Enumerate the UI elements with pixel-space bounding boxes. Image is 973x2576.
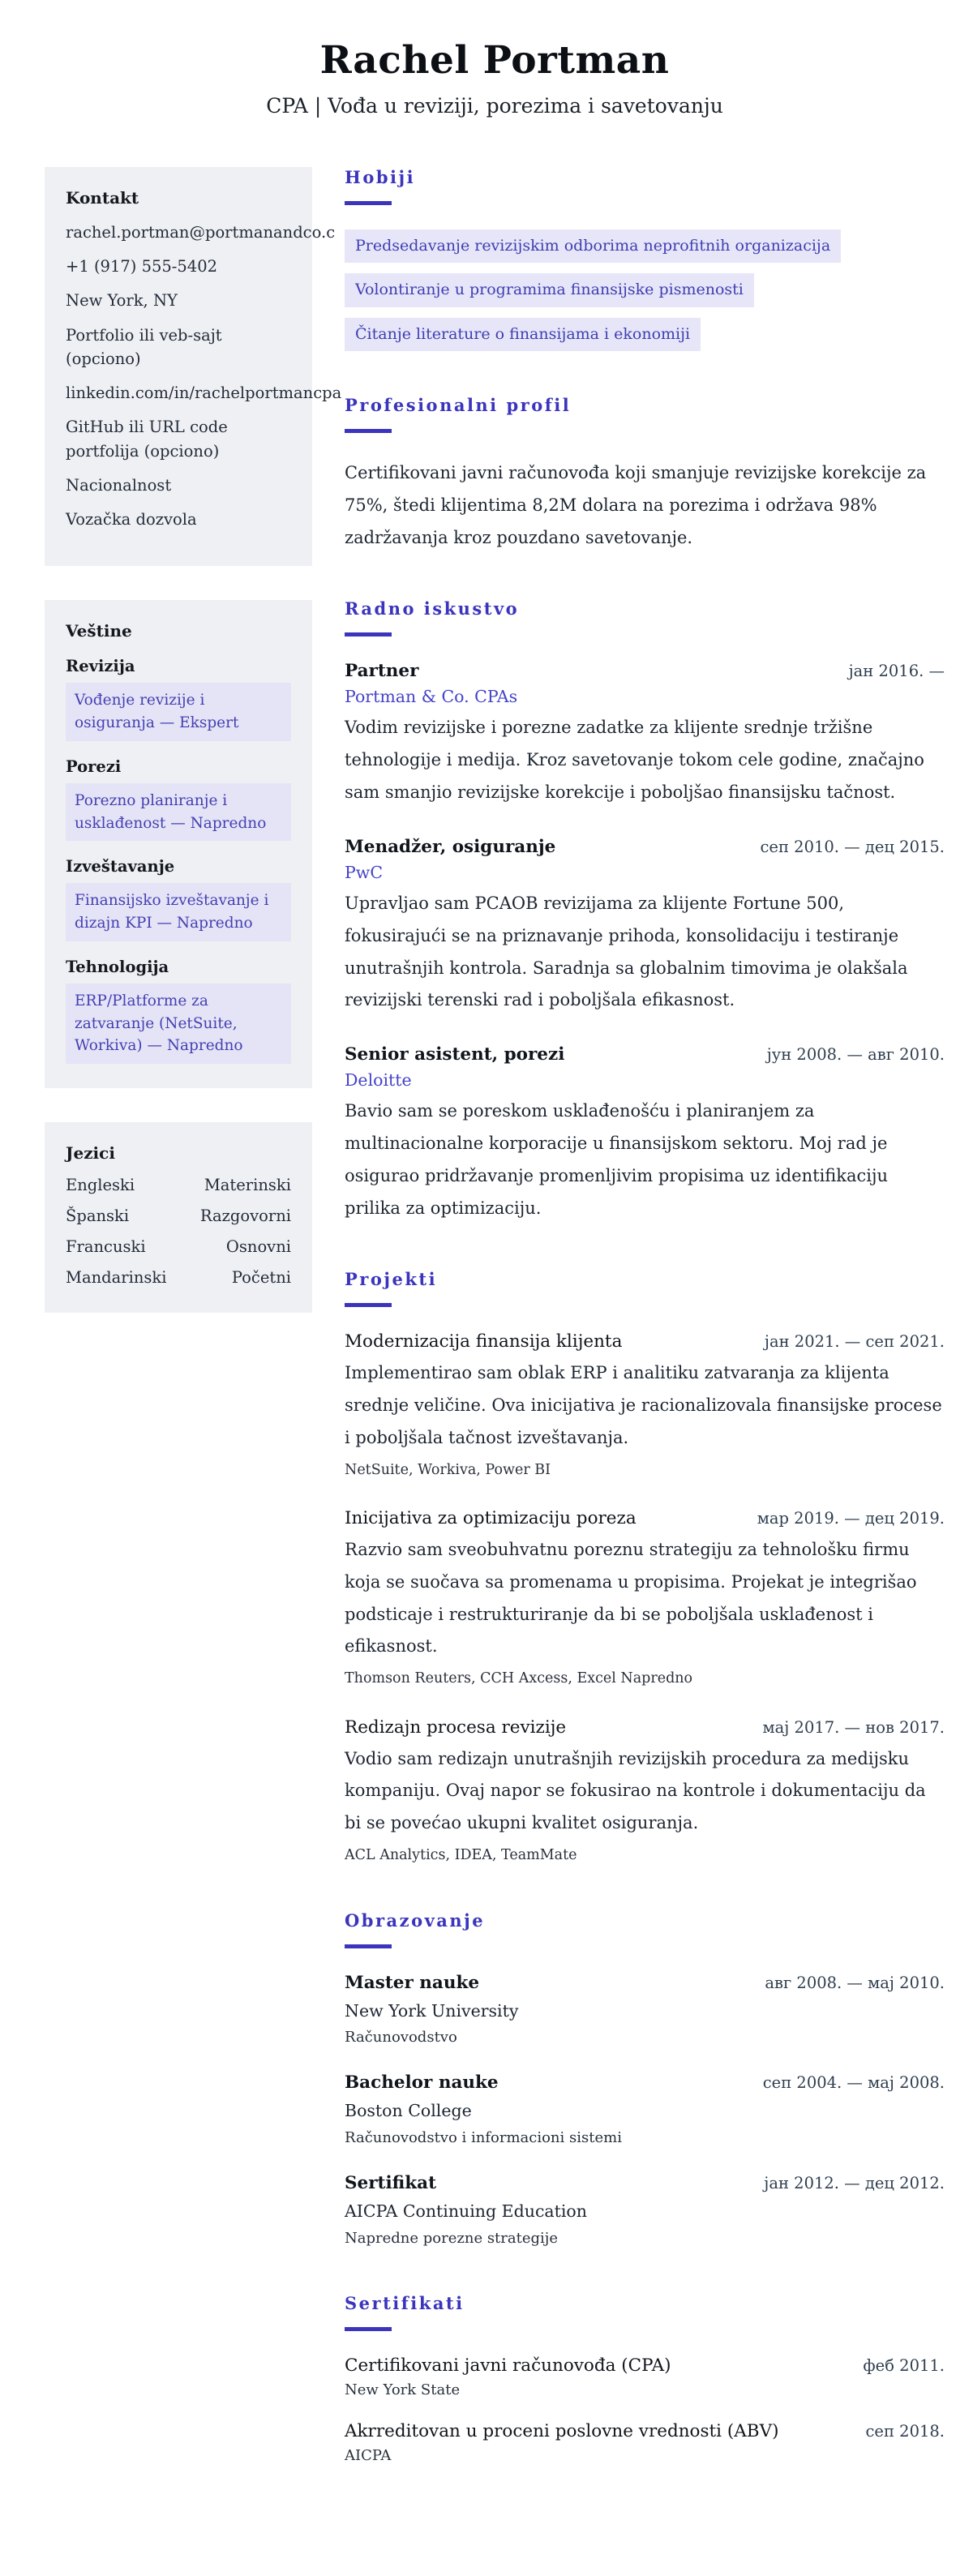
section-certifications <box>345 2293 945 2467</box>
languages-box <box>45 1122 312 1313</box>
language-row <box>66 1207 291 1225</box>
certification-header <box>345 2355 945 2376</box>
section-underline <box>345 429 392 433</box>
skills-box <box>45 600 312 1088</box>
language-row <box>66 1176 291 1194</box>
project-dates: мај 2017. — нов 2017. <box>762 1717 945 1737</box>
skill-category: Porezi <box>66 757 122 776</box>
education-entry <box>345 1973 945 2049</box>
education-school: AICPA Continuing Education <box>345 2201 587 2222</box>
experience-heading: Radno iskustvo <box>345 598 520 619</box>
certification-entry <box>345 2421 945 2467</box>
skill-category: Tehnologija <box>66 957 169 976</box>
project-name: Redizajn procesa revizije <box>345 1717 567 1738</box>
job-description: Upravljao sam PCAOB revizijama za klijente Fortune 500, fokusirajući se na priznavanje prihoda, konsolidaciju i testiranje unutrašnjih kontrola. Saradnja sa globalnim timovima je olakšala revizijski terenski rad i poboljšala efikasnost. <box>345 893 908 1010</box>
section-hobbies <box>345 167 945 352</box>
section-underline <box>345 2327 392 2331</box>
language-level: Razgovorni <box>199 1207 291 1225</box>
resume-header <box>45 37 945 120</box>
contact-nationality: Nacionalnost <box>66 475 172 495</box>
skills-title: Veštine <box>66 621 132 641</box>
education-school: Boston College <box>345 2101 472 2121</box>
job-header <box>345 837 945 857</box>
hobby-badge: Volontiranje u programima finansijske pismenosti <box>345 273 754 307</box>
education-field: Računovodstvo <box>345 2029 457 2047</box>
job-description: Vodim revizijske i porezne zadatke za klijente srednje tržišne tehnologije i medija. Kroz savetovanje tokom cele godine, značajno sam smanjio revizijske korekcije i poboljšao finansijsku tačnost. <box>345 718 924 802</box>
contact-linkedin: linkedin.com/in/rachelportmancpa <box>66 384 342 402</box>
education-entry <box>345 2072 945 2149</box>
certification-date: феб 2011. <box>863 2355 945 2375</box>
certification-date: сеп 2018. <box>865 2421 945 2441</box>
job-entry <box>345 1044 945 1225</box>
project-header <box>345 1331 945 1352</box>
education-header <box>345 2072 945 2093</box>
education-degree: Bachelor nauke <box>345 2072 499 2094</box>
education-dates: јан 2012. — дец 2012. <box>764 2174 945 2193</box>
project-name: Modernizacija finansija klijenta <box>345 1331 623 1352</box>
project-entry <box>345 1331 945 1481</box>
language-name: Francuski <box>66 1237 146 1256</box>
job-company-link[interactable]: PwC <box>345 862 384 882</box>
section-underline <box>345 1944 392 1948</box>
language-level: Početni <box>231 1268 291 1287</box>
section-education <box>345 1910 945 2249</box>
skill-badge: Vođenje revizije i osiguranja — Ekspert <box>66 683 291 741</box>
content-columns <box>45 167 945 2510</box>
language-name: Mandarinski <box>66 1268 167 1287</box>
project-header <box>345 1508 945 1528</box>
job-role: Senior asistent, porezi <box>345 1044 565 1065</box>
job-company-link[interactable]: Portman & Co. CPAs <box>345 687 518 707</box>
job-entry <box>345 661 945 809</box>
project-tools: Thomson Reuters, CCH Axcess, Excel Napredno <box>345 1670 693 1687</box>
skill-badge: Porezno planiranje i usklađenost — Napredno <box>66 783 291 842</box>
job-header <box>345 661 945 681</box>
education-heading: Obrazovanje <box>345 1909 486 1931</box>
job-role: Menadžer, osiguranje <box>345 836 556 857</box>
section-projects <box>345 1269 945 1867</box>
project-name: Inicijativa za optimizaciju poreza <box>345 1507 637 1528</box>
project-dates: јан 2021. — сеп 2021. <box>764 1331 945 1351</box>
job-role: Partner <box>345 661 419 682</box>
certification-name: Certifikovani javni računovođa (CPA) <box>345 2355 671 2376</box>
project-description: Vodio sam redizajn unutrašnjih revizijskih procedura za medijsku kompaniju. Ovaj napor se fokusirao na kontrole i dokumentaciju da bi se povećao ukupni kvalitet osiguranja. <box>345 1748 926 1833</box>
project-description: Razvio sam sveobuhvatnu poreznu strategiju za tehnološku firmu koja se suočava sa promenama u propisima. Projekat je integrišao podsticaje i restrukturiranje da bi se poboljšala usklađenost i efikasnost. <box>345 1539 917 1657</box>
job-dates: јун 2008. — авг 2010. <box>766 1045 945 1065</box>
education-dates: сеп 2004. — мај 2008. <box>762 2073 945 2093</box>
language-name: Engleski <box>66 1176 135 1194</box>
main-column <box>345 167 945 2510</box>
certification-header <box>345 2421 945 2441</box>
profile-text: Certifikovani javni računovođa koji smanjuje revizijske korekcije za 75%, štedi klijentima 8,2M dolara na porezima i održava 98% zadržavanja kroz pouzdano savetovanje. <box>345 463 927 548</box>
project-tools: ACL Analytics, IDEA, TeamMate <box>345 1847 577 1864</box>
contact-drivers-license: Vozačka dozvola <box>66 510 197 529</box>
hobby-badge: Čitanje literature o finansijama i ekonomiji <box>345 318 701 352</box>
education-dates: авг 2008. — мај 2010. <box>765 1973 945 1992</box>
job-dates: сеп 2010. — дец 2015. <box>760 837 945 856</box>
section-experience <box>345 598 945 1225</box>
education-field: Računovodstvo i informacioni sistemi <box>345 2129 622 2147</box>
education-field: Napredne porezne strategije <box>345 2229 559 2247</box>
language-row <box>66 1237 291 1256</box>
contact-location: New York, NY <box>66 291 178 311</box>
job-company-link[interactable]: Deloitte <box>345 1070 412 1091</box>
education-school: New York University <box>345 2000 519 2021</box>
certification-issuer: AICPA <box>345 2446 392 2464</box>
project-tools: NetSuite, Workiva, Power BI <box>345 1461 551 1478</box>
project-dates: мар 2019. — дец 2019. <box>757 1508 945 1528</box>
certifications-heading: Sertifikati <box>345 2292 465 2313</box>
contact-title: Kontakt <box>66 187 139 208</box>
section-profile <box>345 395 945 555</box>
projects-heading: Projekti <box>345 1268 438 1289</box>
job-header <box>345 1044 945 1065</box>
section-underline <box>345 632 392 636</box>
languages-title: Jezici <box>66 1143 115 1163</box>
contact-box <box>45 167 342 567</box>
skill-badge: ERP/Platforme za zatvaranje (NetSuite, Workiva) — Napredno <box>66 984 291 1064</box>
profile-heading: Profesionalni profil <box>345 395 572 416</box>
sidebar <box>45 167 342 1347</box>
project-header <box>345 1717 945 1738</box>
contact-github: GitHub ili URL code portfolija (opciono) <box>66 418 228 461</box>
project-entry <box>345 1508 945 1690</box>
education-header <box>345 2173 945 2193</box>
person-tagline: CPA | Vođa u reviziji, porezima i savetovanju <box>266 93 723 118</box>
hobbies-heading: Hobiji <box>345 166 416 187</box>
language-row <box>66 1268 291 1287</box>
language-level: Osnovni <box>225 1237 291 1256</box>
project-description: Implementirao sam oblak ERP i analitiku zatvaranja za klijenta srednje veličine. Ova inicijativa je racionalizovala finansijske procese i poboljšala tačnost izveštavanja. <box>345 1362 942 1447</box>
skill-category: Izveštavanje <box>66 857 175 877</box>
hobby-badge: Predsedavanje revizijskim odborima neprofitnih organizacija <box>345 229 841 264</box>
education-entry <box>345 2173 945 2249</box>
language-level: Materinski <box>204 1176 291 1194</box>
education-degree: Master nauke <box>345 1972 480 1993</box>
skill-category: Revizija <box>66 657 135 676</box>
job-description: Bavio sam se poreskom usklađenošću i planiranjem za multinacionalne korporacije u finansijskom sektoru. Moj rad je osigurao pridržavanje promenljivim propisima uz identifikaciju prilika za optimizaciju. <box>345 1101 889 1218</box>
section-underline <box>345 1303 392 1307</box>
certification-entry <box>345 2355 945 2401</box>
job-dates: јан 2016. — <box>848 662 945 681</box>
certification-name: Akrreditovan u proceni poslovne vrednosti (ABV) <box>345 2420 779 2441</box>
skill-badge: Finansijsko izveštavanje i dizajn KPI — Napredno <box>66 883 291 941</box>
job-entry <box>345 837 945 1018</box>
language-name: Španski <box>66 1207 130 1225</box>
project-entry <box>345 1717 945 1867</box>
certification-issuer: New York State <box>345 2381 461 2398</box>
education-degree: Sertifikat <box>345 2173 437 2194</box>
section-underline <box>345 201 392 205</box>
education-header <box>345 1973 945 1993</box>
contact-phone: +1 (917) 555-5402 <box>66 257 218 276</box>
contact-email: rachel.portman@portmanandco.c <box>66 222 336 242</box>
person-name: Rachel Portman <box>319 38 670 83</box>
contact-portfolio: Portfolio ili veb-sajt (opciono) <box>66 325 222 368</box>
